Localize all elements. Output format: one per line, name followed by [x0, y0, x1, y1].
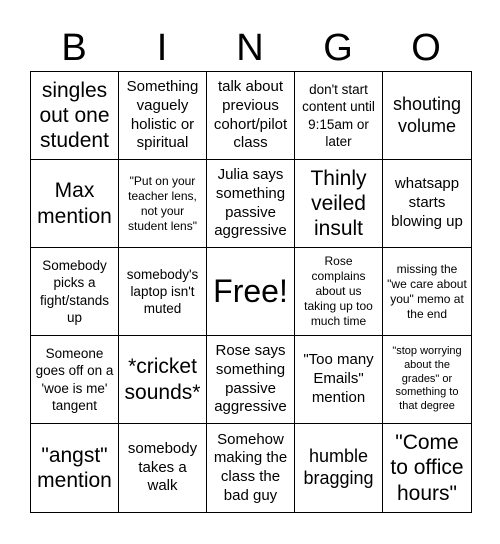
bingo-cell[interactable]: singles out one student — [31, 72, 119, 160]
bingo-cell[interactable]: *cricket sounds* — [119, 336, 207, 424]
header-letter-i: I — [156, 27, 168, 69]
bingo-board — [30, 71, 472, 513]
bingo-cell[interactable]: whatsapp starts blowing up — [383, 160, 471, 248]
bingo-cell[interactable]: Someone goes off on a 'woe is me' tangent — [31, 336, 119, 424]
bingo-cell[interactable]: talk about previous cohort/pilot class — [207, 72, 295, 160]
bingo-cell[interactable]: Rose complains about us taking up too much time — [295, 248, 383, 336]
bingo-cell[interactable]: shouting volume — [383, 72, 471, 160]
bingo-header — [30, 26, 470, 70]
bingo-cell[interactable]: somebody's laptop isn't muted — [119, 248, 207, 336]
free-space[interactable]: Free! — [207, 248, 295, 336]
header-letter-g: G — [323, 27, 353, 69]
header-letter-o: O — [411, 27, 441, 69]
header-letter-b: B — [61, 27, 87, 69]
bingo-cell[interactable]: Somehow making the class the bad guy — [207, 424, 295, 512]
header-letter-n: N — [236, 27, 264, 69]
bingo-cell[interactable]: "Come to office hours" — [390, 431, 464, 505]
bingo-cell[interactable]: don't start content until 9:15am or later — [295, 72, 383, 160]
bingo-cell[interactable]: humble bragging — [295, 424, 383, 512]
bingo-cell[interactable]: Something vaguely holistic or spiritual — [119, 72, 207, 160]
bingo-cell[interactable]: "angst" mention — [31, 424, 119, 512]
bingo-cell[interactable]: Thinly veiled insult — [295, 160, 383, 248]
bingo-cell[interactable]: "Put on your teacher lens, not your student lens" — [119, 160, 207, 248]
bingo-cell[interactable]: Somebody picks a fight/stands up — [31, 248, 119, 336]
bingo-cell[interactable]: Julia says something passive aggressive — [207, 160, 295, 248]
bingo-cell[interactable]: missing the "we care about you" memo at the end — [383, 248, 471, 336]
bingo-cell[interactable]: somebody takes a walk — [119, 424, 207, 512]
bingo-cell[interactable]: "stop worrying about the grades" or something to that degree — [383, 336, 471, 424]
bingo-cell[interactable]: Rose says something passive aggressive — [207, 336, 295, 424]
bingo-cell[interactable]: "Too many Emails" mention — [295, 336, 383, 424]
bingo-cell[interactable]: Max mention — [31, 160, 119, 248]
